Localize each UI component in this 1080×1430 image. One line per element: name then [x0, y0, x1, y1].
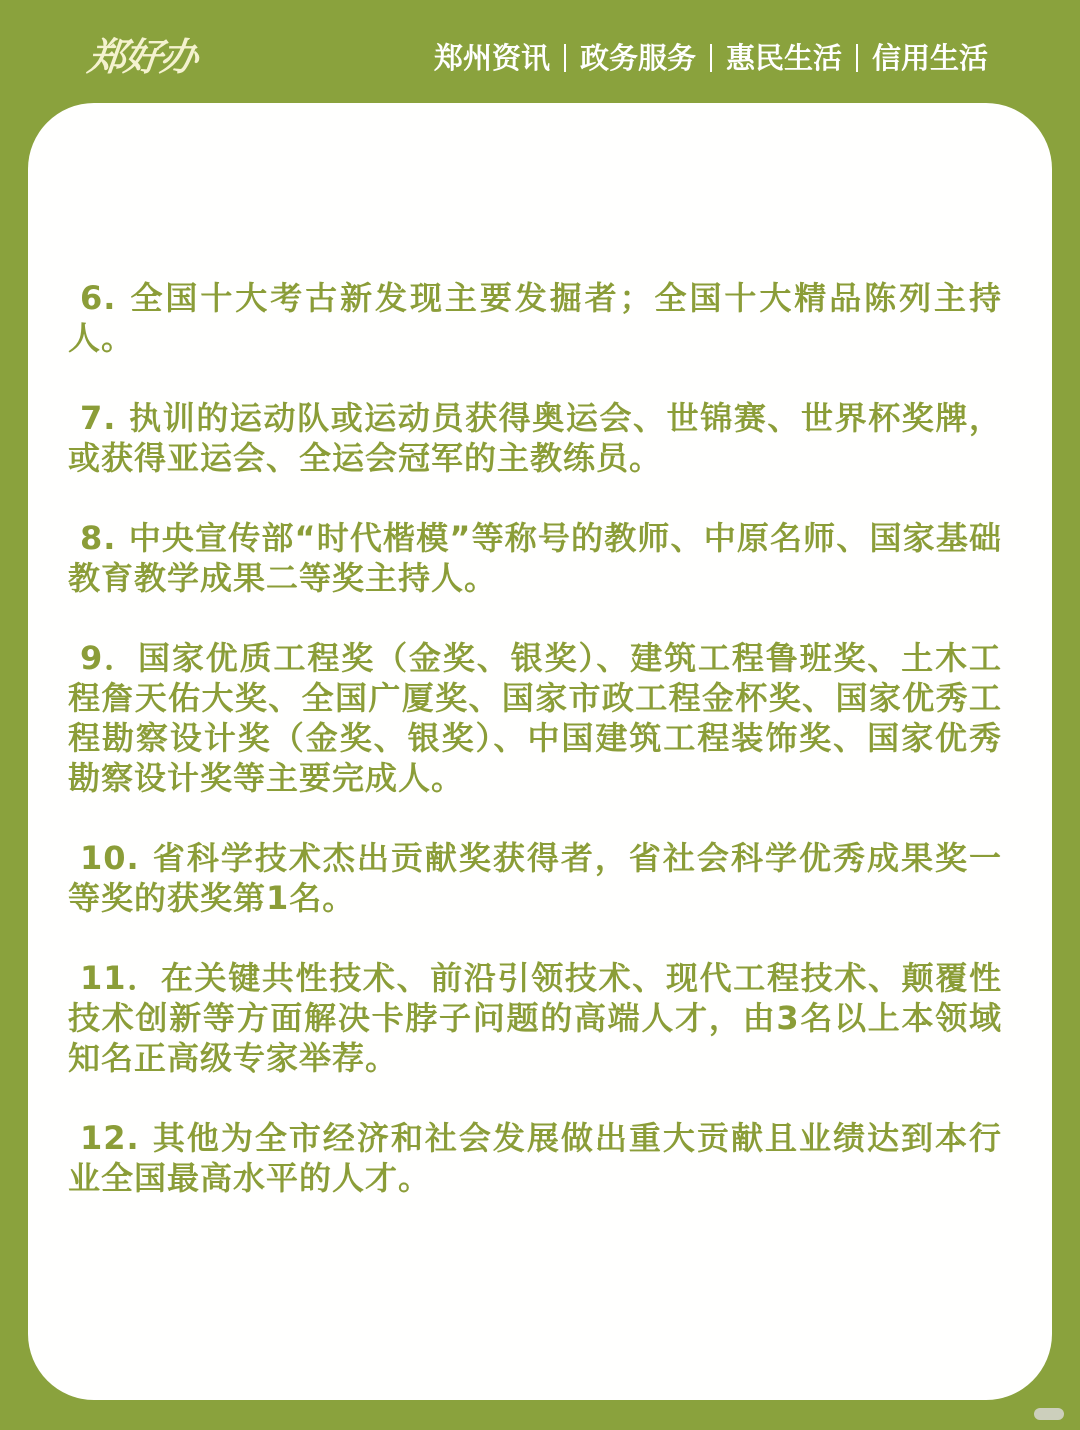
award-list — [68, 278, 1002, 1238]
nav-divider — [856, 44, 858, 72]
nav-zhengzhou-news[interactable]: 郑州资讯 — [433, 41, 550, 75]
nav-government-services[interactable]: 政务服务 — [579, 41, 696, 75]
content-card — [28, 103, 1052, 1400]
nav-credit-life[interactable]: 信用生活 — [871, 41, 988, 75]
nav-public-life[interactable]: 惠民生活 — [725, 41, 842, 75]
list-item-11: 11．在关键共性技术、前沿引领技术、现代工程技术、颠覆性技术创新等方面解决卡脖子问题的高端人才，由3名以上本领域知名正高级专家举荐。 — [68, 959, 1002, 1077]
list-item-9: 9．国家优质工程奖（金奖、银奖）、建筑工程鲁班奖、土木工程詹天佑大奖、全国广厦奖、国家市政工程金杯奖、国家优秀工程勘察设计奖（金奖、银奖）、中国建筑工程装饰奖、国家优秀勘察设计奖等主要完成人。 — [68, 639, 1002, 797]
list-item-6: 6. 全国十大考古新发现主要发掘者；全国十大精品陈列主持人。 — [68, 279, 1002, 357]
list-item-8: 8. 中央宣传部“时代楷模”等称号的教师、中原名师、国家基础教育教学成果二等奖主持人。 — [68, 519, 1002, 597]
app-logo: 郑好办 — [85, 34, 199, 79]
list-item-12: 12. 其他为全市经济和社会发展做出重大贡献且业绩达到本行业全国最高水平的人才。 — [68, 1119, 1002, 1197]
list-item-10: 10. 省科学技术杰出贡献奖获得者，省社会科学优秀成果奖一等奖的获奖第1名。 — [68, 839, 1002, 917]
top-nav — [434, 38, 988, 78]
list-item-7: 7. 执训的运动队或运动员获得奥运会、世锦赛、世界杯奖牌，或获得亚运会、全运会冠军的主教练员。 — [68, 399, 1002, 477]
nav-divider — [710, 44, 712, 72]
nav-divider — [564, 44, 566, 72]
watermark-badge — [1034, 1408, 1064, 1420]
top-header — [0, 0, 1080, 110]
